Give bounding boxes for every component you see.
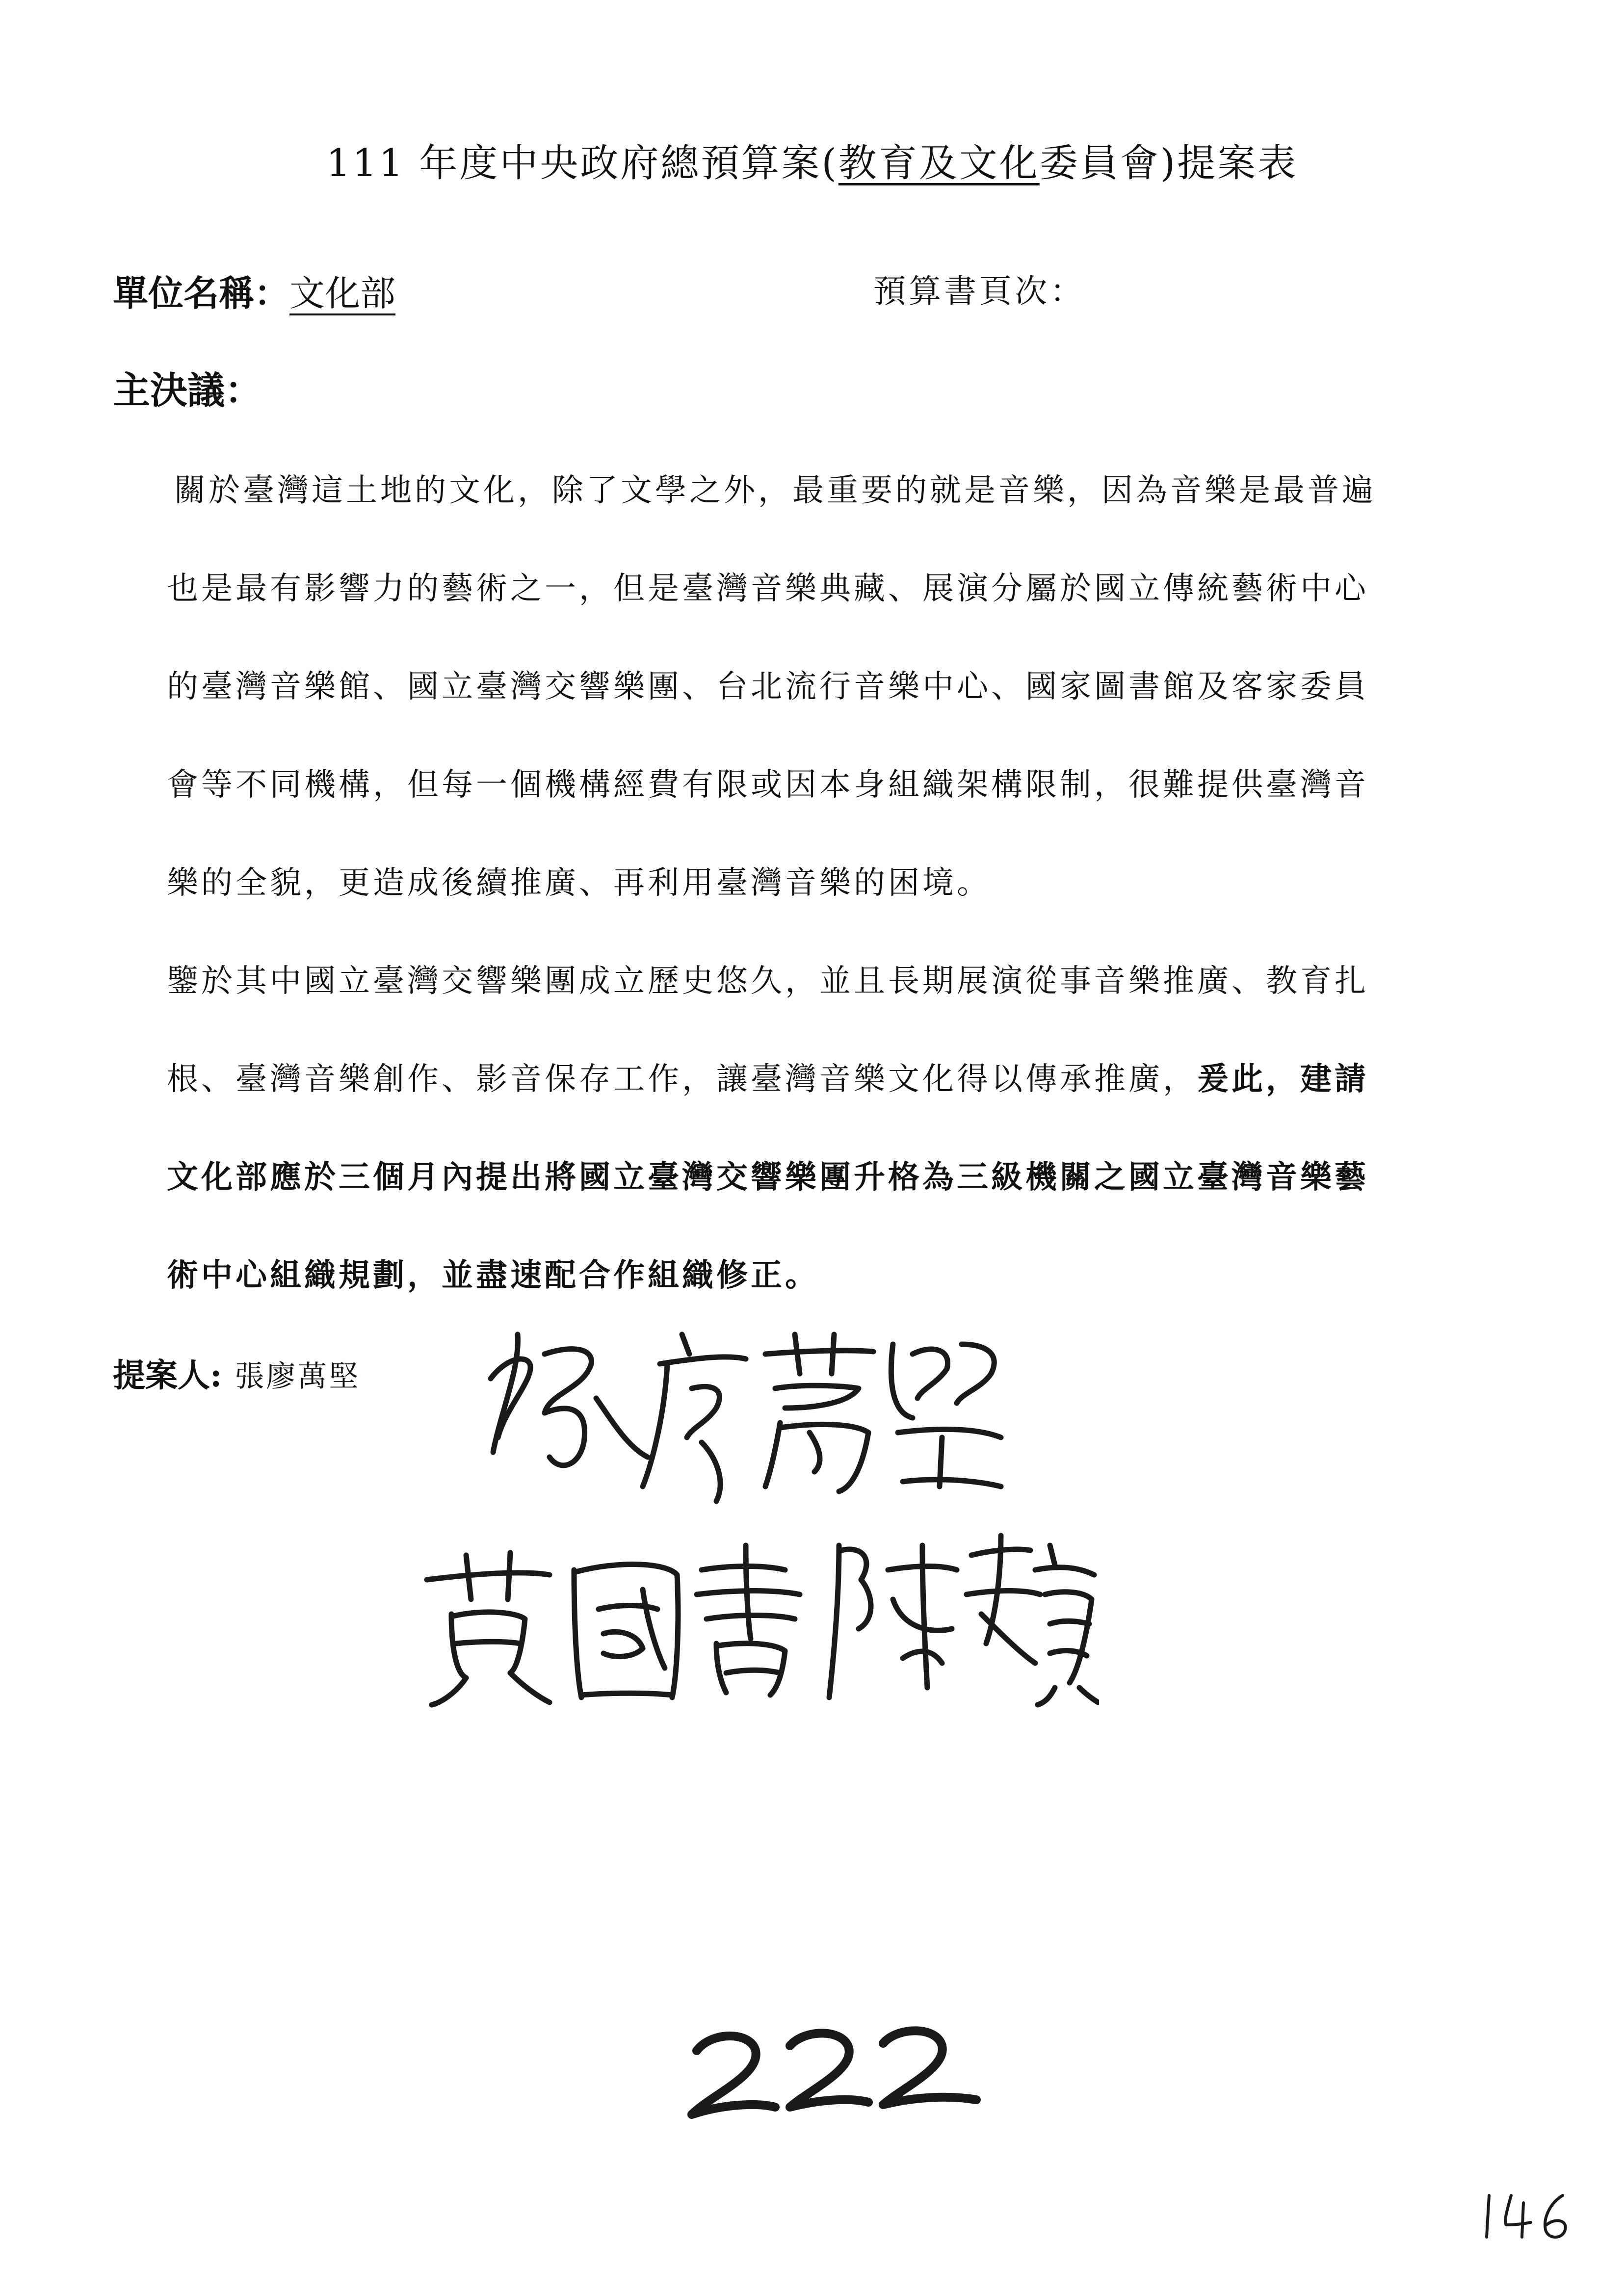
paragraph-line: 也是最有影響力的藝術之一，但是臺灣音樂典藏、展演分屬於國立傳統藝術中心 [167,571,1369,607]
paragraph-line: 鑒於其中國立臺灣交響樂團成立歷史悠久，並且長期展演從事音樂推廣、教育扎 [167,963,1369,999]
title-committee: 教育及文化 [838,141,1040,185]
proposer-label: 提案人: [113,1356,222,1394]
unit-name-row [113,265,395,316]
document-title [0,132,1624,187]
proposer-row [113,1349,360,1396]
signature-huang-and-chen [412,1526,1099,1712]
title-suffix: 委員會)提案表 [1039,141,1298,185]
title-prefix: 111 年度中央政府總預算案( [326,141,838,185]
bold-paragraph-line: 術中心組織規劃，並盡速配合作組織修正。 [167,1257,819,1294]
signature-zhang-liao-wan-jian [471,1325,1011,1511]
paragraph-line: 關於臺灣這土地的文化，除了文學之外，最重要的就是音樂，因為音樂是最普遍 [174,472,1376,509]
paragraph-line: 樂的全貌，更造成後續推廣、再利用臺灣音樂的困境。 [167,865,991,901]
bold-inline-text: 爰此，建請 [1197,1061,1369,1097]
paragraph-line: 的臺灣音樂館、國立臺灣交響樂團、台北流行音樂中心、國家圖書館及客家委員 [167,669,1369,705]
paragraph-line [167,1060,1369,1099]
main-resolution-label: 主決議： [113,368,262,412]
budget-page-reference: 預算書頁次： [873,272,1085,310]
handwritten-page-number-146 [1477,2188,1575,2242]
proposer-name: 張廖萬堅 [235,1359,361,1394]
handwritten-number-222 [682,2021,986,2129]
unit-name-label: 單位名稱： [113,272,290,314]
unit-name-value: 文化部 [289,273,396,314]
bold-paragraph-line: 文化部應於三個月內提出將國立臺灣交響樂團升格為三級機關之國立臺灣音樂藝 [167,1159,1369,1196]
paragraph-line: 會等不同機構，但每一個機構經費有限或因本身組織架構限制，很難提供臺灣音 [167,767,1369,803]
paragraph-line-text: 根、臺灣音樂創作、影音保存工作，讓臺灣音樂文化得以傳承推廣， [167,1061,1197,1097]
